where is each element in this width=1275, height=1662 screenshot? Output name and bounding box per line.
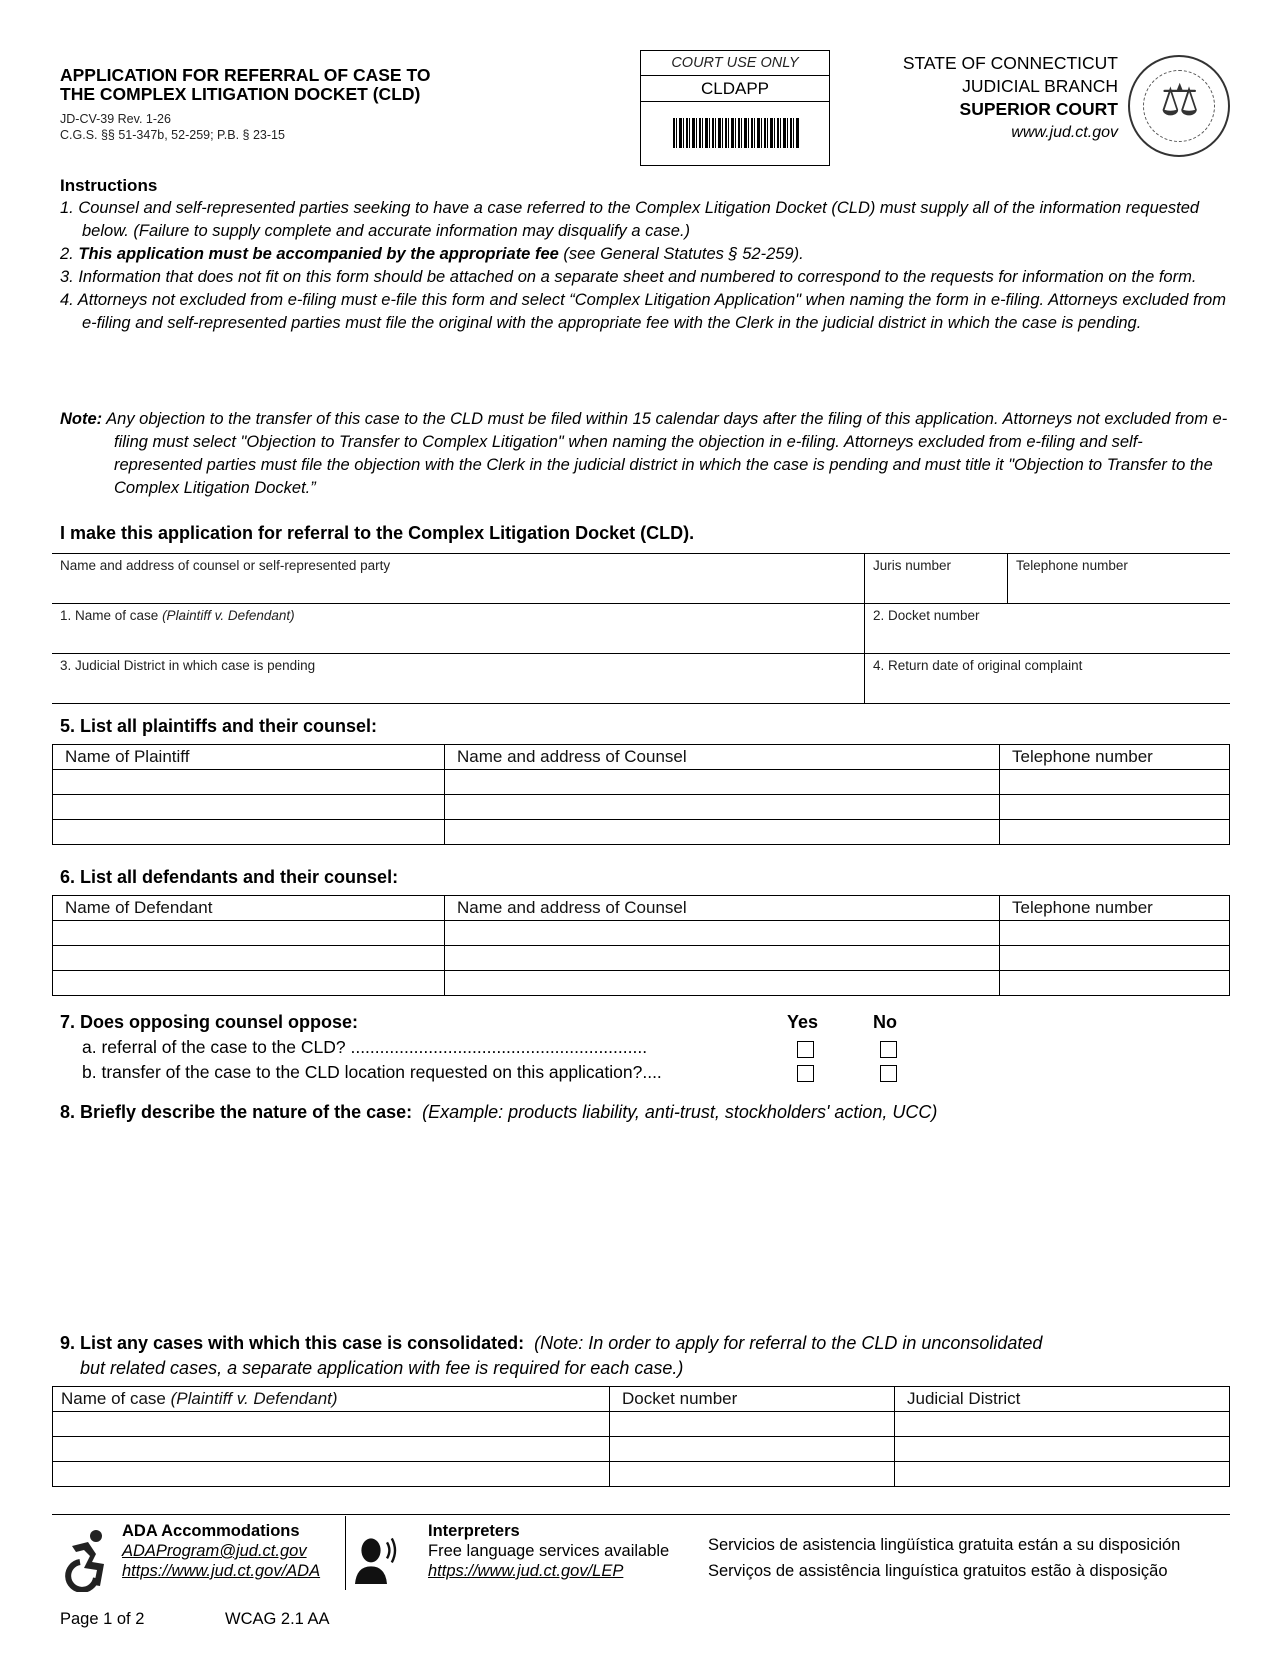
- table-row: [53, 1437, 1230, 1462]
- table-row: [53, 921, 1230, 946]
- table-row: [53, 820, 1230, 845]
- language-notices: [708, 1532, 1180, 1584]
- docket-number-field[interactable]: 2. Docket number: [864, 604, 1230, 653]
- table-header: Name of case (Plaintiff v. Defendant) Docket number Judicial District: [53, 1387, 1230, 1412]
- oppose-b-label: b. transfer of the case to the CLD location requested on this application?....: [82, 1062, 662, 1082]
- ada-email-link[interactable]: ADAProgram@jud.ct.gov: [122, 1542, 307, 1560]
- state-seal-icon: ⚖: [1128, 55, 1230, 157]
- instruction-item: 4. Attorneys not excluded from e-filing must e-file this form and select “Complex Litigation Application" when naming the form in e-filing. Attorneys excluded from e-filing and self-represented parties must file the original with the appropriate fee with the Clerk in the judicial district in which the case is pending.: [60, 291, 1226, 332]
- consolidated-note: but related cases, a separate application with fee is required for each case.): [80, 1358, 684, 1378]
- instruction-item: 2. This application must be accompanied by the appropriate fee (see General Statutes § 52-259).: [60, 245, 804, 263]
- table-header: Name of Plaintiff Name and address of Counsel Telephone number: [53, 745, 1230, 770]
- footer-divider: [52, 1514, 1230, 1515]
- instruction-item: 1. Counsel and self-represented parties seeking to have a case referred to the Complex Litigation Docket (CLD) must supply all of the information requested below. (Failure to supply complete and accurate information may disqualify a case.): [60, 199, 1200, 240]
- plaintiffs-heading: 5. List all plaintiffs and their counsel:: [60, 716, 378, 736]
- page-number: Page 1 of 2: [60, 1610, 145, 1628]
- oppose-a-no-checkbox[interactable]: [880, 1041, 897, 1058]
- table-row: [53, 946, 1230, 971]
- plaintiffs-table: [52, 744, 1230, 845]
- court-use-label: COURT USE ONLY: [641, 51, 829, 76]
- instruction-item: 3. Information that does not fit on this form should be attached on a separate sheet and numbered to correspond to the requests for information on the form.: [60, 268, 1197, 286]
- barcode-icon: [673, 118, 799, 148]
- spanish-notice: Servicios de asistencia lingüística gratuita están a su disposición: [708, 1536, 1181, 1554]
- interpreter-icon: [355, 1528, 403, 1592]
- counsel-field[interactable]: Name and address of counsel or self-represented party: [60, 558, 391, 573]
- defendants-heading: 6. List all defendants and their counsel:: [60, 867, 399, 887]
- form-title: APPLICATION FOR REFERRAL OF CASE TO THE COMPLEX LITIGATION DOCKET (CLD): [60, 65, 431, 104]
- wcag-label: WCAG 2.1 AA: [225, 1610, 330, 1628]
- consolidated-table: [52, 1386, 1230, 1487]
- yes-label: Yes: [787, 1012, 819, 1032]
- form-number: JD-CV-39 Rev. 1-26: [60, 112, 171, 126]
- instructions: [60, 175, 1230, 335]
- consolidated-heading: 9. List any cases with which this case is consolidated: (Note: In order to apply for referral to the CLD in unconsolidated: [60, 1333, 1043, 1353]
- footer-vertical-divider: [345, 1516, 346, 1590]
- instructions-heading: Instructions: [60, 176, 158, 195]
- website-link[interactable]: www.jud.ct.gov: [1011, 124, 1118, 141]
- statutes: C.G.S. §§ 51-347b, 52-259; P.B. § 23-15: [60, 128, 285, 142]
- table-header: Name of Defendant Name and address of Counsel Telephone number: [53, 896, 1230, 921]
- case-name-field[interactable]: 1. Name of case (Plaintiff v. Defendant): [60, 608, 295, 623]
- no-label: No: [873, 1012, 897, 1032]
- interpreters-block: Interpreters Free language services available https://www.jud.ct.gov/LEP: [428, 1522, 670, 1580]
- form-meta: [60, 111, 285, 143]
- table-row: [53, 1412, 1230, 1437]
- table-row: [53, 971, 1230, 996]
- table-row: [53, 795, 1230, 820]
- defendants-table: [52, 895, 1230, 996]
- nature-heading: 8. Briefly describe the nature of the case: (Example: products liability, anti-trust, stockholders' action, UCC): [60, 1102, 938, 1122]
- table-row: [53, 1462, 1230, 1487]
- accessibility-icon: [62, 1528, 110, 1592]
- court-use-box: [640, 50, 830, 166]
- ada-url-link[interactable]: https://www.jud.ct.gov/ADA: [122, 1562, 321, 1580]
- table-row: [53, 770, 1230, 795]
- return-date-field[interactable]: 4. Return date of original complaint: [864, 654, 1230, 703]
- oppose-a-yes-checkbox[interactable]: [797, 1041, 814, 1058]
- juris-number-field[interactable]: Juris number: [864, 554, 1007, 603]
- portuguese-notice: Serviços de assistência linguística gratuitos estão à disposição: [708, 1562, 1168, 1580]
- telephone-field[interactable]: Telephone number: [1007, 554, 1230, 603]
- note: Note: Any objection to the transfer of this case to the CLD must be filed within 15 calendar days after the filing of this application. Attorneys not excluded from e-filing must select "Objection to Transfer to Complex Litigation" when naming the objection in e-filing. Attorneys excluded from e-filing and self-represented parties must file the objection with the Clerk in the judicial district in which the case is pending and must title it "Objection to Transfer to the Complex Litigation Docket.”: [60, 410, 1228, 497]
- application-grid: [52, 553, 1230, 704]
- lep-url-link[interactable]: https://www.jud.ct.gov/LEP: [428, 1562, 624, 1580]
- nature-field[interactable]: [60, 1130, 1230, 1320]
- oppose-b-yes-checkbox[interactable]: [797, 1065, 814, 1082]
- oppose-heading: 7. Does opposing counsel oppose:: [60, 1012, 359, 1032]
- nature-example: (Example: products liability, anti-trust, stockholders' action, UCC): [422, 1102, 938, 1122]
- judicial-district-field[interactable]: 3. Judicial District in which case is pending: [60, 658, 316, 673]
- oppose-a-label: a. referral of the case to the CLD? .............................................................: [82, 1037, 648, 1057]
- ada-block: ADA Accommodations ADAProgram@jud.ct.gov https://www.jud.ct.gov/ADA: [122, 1522, 321, 1580]
- application-heading: I make this application for referral to the Complex Litigation Docket (CLD).: [60, 523, 695, 543]
- court-identity: STATE OF CONNECTICUT JUDICIAL BRANCH SUPERIOR COURT www.jud.ct.gov: [903, 52, 1118, 144]
- oppose-b-no-checkbox[interactable]: [880, 1065, 897, 1082]
- court-use-code: CLDAPP: [641, 76, 829, 102]
